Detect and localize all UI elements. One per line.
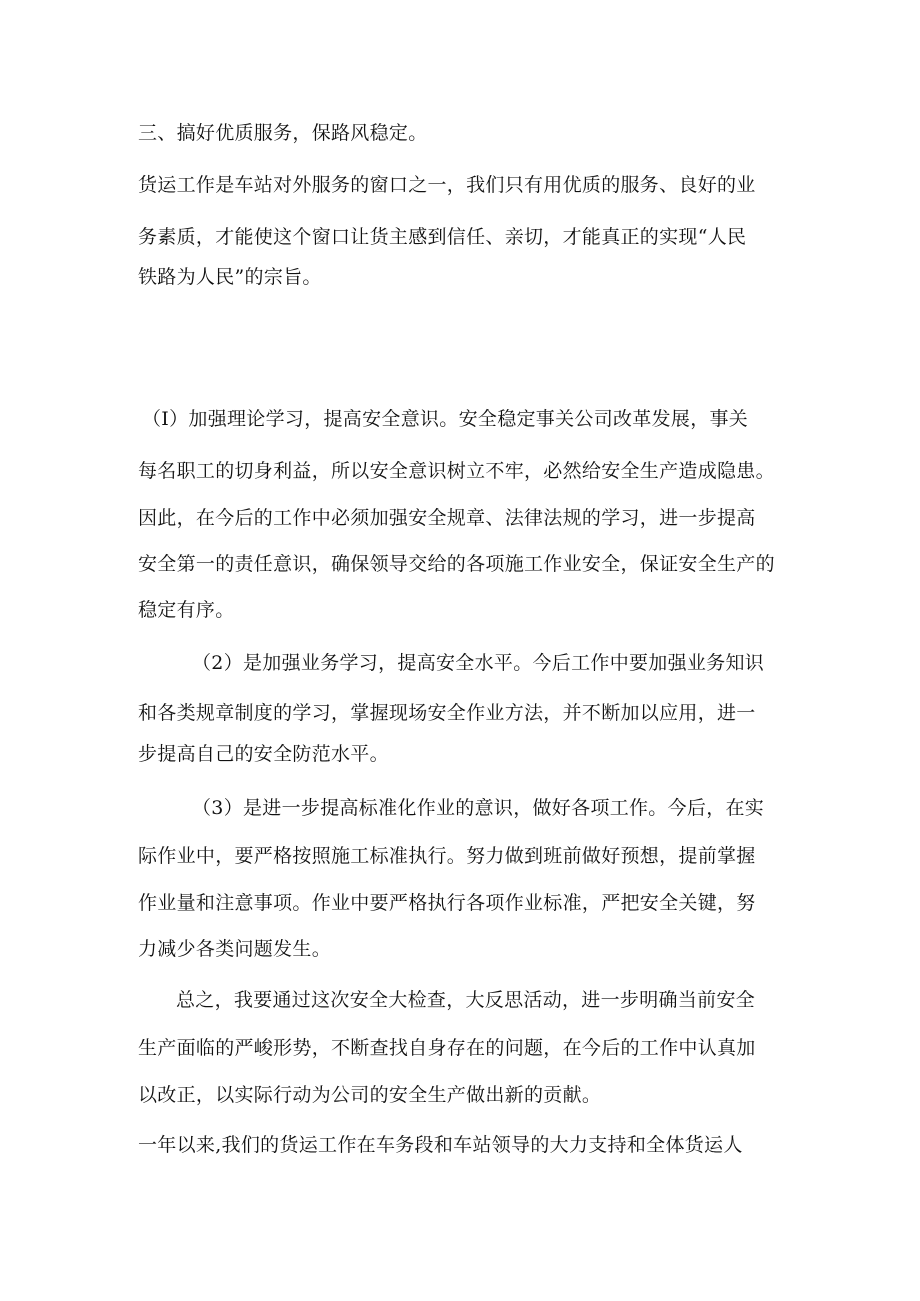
paragraph-4-line-3: 作业量和注意事项。作业中要严格执行各项作业标准，严把安全关键，努 [138, 892, 756, 914]
section-heading: 三、搞好优质服务，保路风稳定。 [138, 122, 428, 144]
paragraph-5-line-3: 以改正，以实际行动为公司的安全生产做出新的贡献。 [138, 1084, 602, 1106]
paragraph-4-line-4: 力减少各类问题发生。 [138, 938, 332, 960]
paragraph-3-line-2: 和各类规章制度的学习，掌握现场安全作业方法，并不断加以应用，进一 [138, 702, 756, 724]
paragraph-1-line-1: 货运工作是车站对外服务的窗口之一，我们只有用优质的服务、良好的业 [138, 174, 756, 196]
paragraph-1-line-3: 铁路为人民”的宗旨。 [138, 266, 322, 288]
paragraph-2-line-5: 稳定有序。 [138, 599, 235, 621]
paragraph-2-line-3: 因此，在今后的工作中必须加强安全规章、法律法规的学习，进一步提高 [138, 507, 756, 529]
paragraph-3-line-3: 步提高自己的安全防范水平。 [138, 743, 389, 765]
paragraph-4-line-1: （3）是进一步提高标准化作业的意识，做好各项工作。今后，在实 [192, 797, 765, 819]
paragraph-2-line-4: 安全第一的责任意识，确保领导交给的各项施工作业安全，保证安全生产的 [138, 553, 775, 575]
paragraph-2-line-1: （I）加强理论学习，提高安全意识。安全稳定事关公司改革发展，事关 [142, 408, 749, 430]
paragraph-3-line-1: （2）是加强业务学习，提高安全水平。今后工作中要加强业务知识 [192, 652, 765, 674]
paragraph-5-line-1: 总之，我要通过这次安全大检查，大反思活动，进一步明确当前安全 [176, 989, 756, 1011]
paragraph-2-line-2: 每名职工的切身利益，所以安全意识树立不牢，必然给安全生产造成隐患。 [138, 460, 775, 482]
paragraph-6-line-1: 一年以来,我们的货运工作在车务段和车站领导的大力支持和全体货运人 [138, 1134, 743, 1156]
paragraph-5-line-2: 生产面临的严峻形势，不断查找自身存在的问题，在今后的工作中认真加 [138, 1037, 756, 1059]
paragraph-1-line-2: 务素质，才能使这个窗口让货主感到信任、亲切，才能真正的实现“人民 [138, 226, 747, 248]
paragraph-4-line-2: 际作业中，要严格按照施工标准执行。努力做到班前做好预想，提前掌握 [138, 845, 756, 867]
